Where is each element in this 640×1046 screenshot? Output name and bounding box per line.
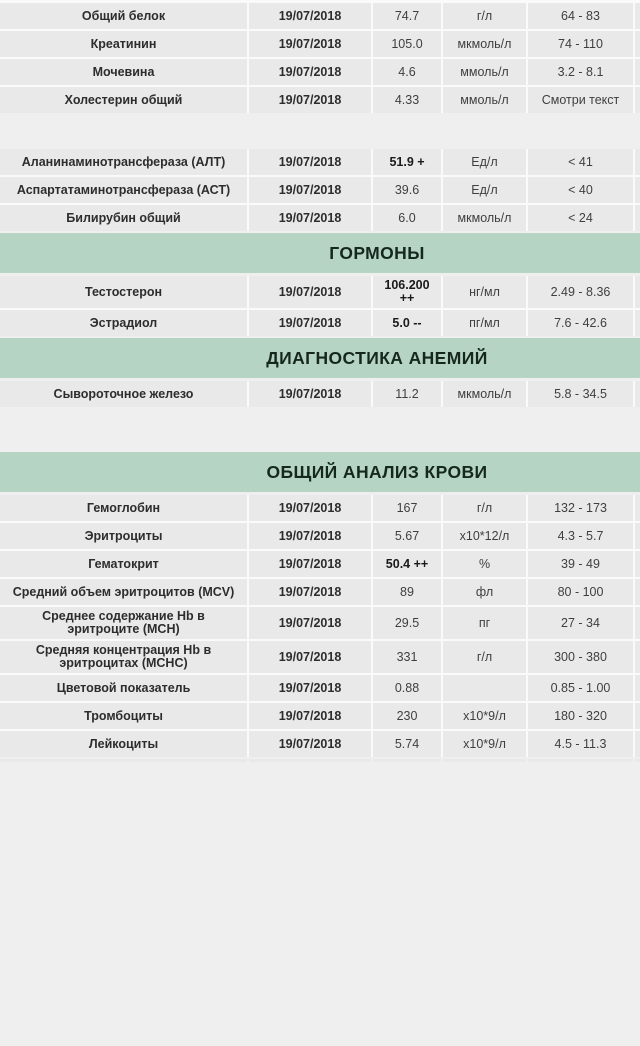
- test-name: Средний объем эритроцитов (MCV): [0, 579, 247, 605]
- test-date: 19/07/2018: [249, 149, 371, 175]
- test-value: [373, 495, 441, 521]
- test-date: 19/07/2018: [249, 551, 371, 577]
- test-name: Билирубин общий: [0, 205, 247, 231]
- table-row: [0, 703, 640, 729]
- test-value-line1: 89: [400, 584, 414, 599]
- test-value: [373, 205, 441, 231]
- test-value-line1: 50.4 ++: [385, 556, 429, 571]
- section-header-cbc: ОБЩИЙ АНАЛИЗ КРОВИ: [0, 452, 640, 492]
- test-value-line1: 5.74: [394, 736, 420, 751]
- test-name: Среднее содержание Hb в эритроците (MCH): [0, 607, 247, 639]
- test-value: [373, 675, 441, 701]
- test-reference-range: 39 - 49: [528, 551, 633, 577]
- test-value-line1: 29.5: [394, 615, 420, 630]
- test-value-line1: 39.6: [394, 182, 420, 197]
- test-date: 19/07/2018: [249, 703, 371, 729]
- test-value-line1: 4.33: [394, 92, 420, 107]
- liver-panel-table: [0, 149, 640, 231]
- test-name: Креатинин: [0, 31, 247, 57]
- table-row: [0, 205, 640, 231]
- test-date: 19/07/2018: [249, 607, 371, 639]
- test-value: [373, 59, 441, 85]
- table-row: [0, 59, 640, 85]
- test-value-line1: 230: [396, 708, 418, 723]
- test-value-line1: 167: [396, 500, 418, 515]
- partial-cell: [249, 759, 371, 762]
- table-row: [0, 87, 640, 113]
- test-unit: г/л: [443, 3, 526, 29]
- table-row: [0, 641, 640, 673]
- test-name: Гематокрит: [0, 551, 247, 577]
- test-name: Цветовой показатель: [0, 675, 247, 701]
- table-row: [0, 276, 640, 308]
- table-row: [0, 731, 640, 757]
- test-value: [373, 381, 441, 407]
- test-name: Сывороточное железо: [0, 381, 247, 407]
- test-date: 19/07/2018: [249, 310, 371, 336]
- test-name: Эстрадиол: [0, 310, 247, 336]
- table-row: [0, 381, 640, 407]
- test-unit: Ед/л: [443, 177, 526, 203]
- test-reference-range: Смотри текст: [528, 87, 633, 113]
- test-value-line1: 0.88: [394, 680, 420, 695]
- test-unit: %: [443, 551, 526, 577]
- test-unit: ммоль/л: [443, 59, 526, 85]
- test-value-line1: 106.200: [384, 278, 430, 292]
- test-value-line1: 105.0: [391, 36, 423, 51]
- test-value-line2: ++: [399, 291, 415, 305]
- test-date: 19/07/2018: [249, 276, 371, 308]
- test-reference-range: 300 - 380: [528, 641, 633, 673]
- test-value-line1: 5.0 --: [392, 315, 422, 330]
- test-name: Лейкоциты: [0, 731, 247, 757]
- test-reference-range: < 24: [528, 205, 633, 231]
- test-comment: [635, 495, 640, 521]
- table-row: [0, 675, 640, 701]
- test-comment: [635, 31, 640, 57]
- test-reference-range: 5.8 - 34.5: [528, 381, 633, 407]
- partial-next-row: [0, 759, 640, 762]
- test-comment: [635, 579, 640, 605]
- test-date: 19/07/2018: [249, 641, 371, 673]
- test-reference-range: 132 - 173: [528, 495, 633, 521]
- test-date: 19/07/2018: [249, 731, 371, 757]
- test-value: [373, 703, 441, 729]
- test-value: [373, 87, 441, 113]
- table-row: [0, 149, 640, 175]
- test-reference-range: 0.85 - 1.00: [528, 675, 633, 701]
- test-value-line1: 51.9 +: [389, 154, 425, 169]
- test-comment: [635, 703, 640, 729]
- test-reference-range: 80 - 100: [528, 579, 633, 605]
- test-date: 19/07/2018: [249, 675, 371, 701]
- test-value: [373, 579, 441, 605]
- test-comment: [635, 523, 640, 549]
- test-unit: пг/мл: [443, 310, 526, 336]
- section-header-hormones: ГОРМОНЫ: [0, 233, 640, 273]
- test-comment: [635, 731, 640, 757]
- test-comment: [635, 551, 640, 577]
- test-unit: пг: [443, 607, 526, 639]
- cbc-table: [0, 495, 640, 757]
- test-value-line1: 6.0: [398, 210, 416, 225]
- test-value: [373, 607, 441, 639]
- test-unit: х10*9/л: [443, 703, 526, 729]
- test-date: 19/07/2018: [249, 3, 371, 29]
- test-comment: [635, 177, 640, 203]
- test-value-line1: 331: [396, 649, 418, 664]
- test-date: 19/07/2018: [249, 177, 371, 203]
- partial-cell: [0, 759, 247, 762]
- test-value: [373, 31, 441, 57]
- test-name: Общий белок: [0, 3, 247, 29]
- test-comment: [635, 87, 640, 113]
- test-reference-range: < 40: [528, 177, 633, 203]
- test-reference-range: 7.6 - 42.6: [528, 310, 633, 336]
- test-unit: г/л: [443, 641, 526, 673]
- test-unit: [443, 675, 526, 701]
- test-unit: х10*12/л: [443, 523, 526, 549]
- test-reference-range: 3.2 - 8.1: [528, 59, 633, 85]
- test-comment: [635, 310, 640, 336]
- test-value-line1: 74.7: [394, 8, 420, 23]
- biochem-table-top: [0, 0, 640, 113]
- table-row: [0, 579, 640, 605]
- test-date: 19/07/2018: [249, 205, 371, 231]
- test-comment: [635, 276, 640, 308]
- test-name: Мочевина: [0, 59, 247, 85]
- test-unit: г/л: [443, 495, 526, 521]
- test-value: [373, 641, 441, 673]
- table-row: [0, 310, 640, 336]
- iron-comment-note: [0, 409, 640, 450]
- test-reference-range: < 41: [528, 149, 633, 175]
- anemia-table: [0, 381, 640, 407]
- test-reference-range: 4.5 - 11.3: [528, 731, 633, 757]
- test-unit: фл: [443, 579, 526, 605]
- table-row: [0, 31, 640, 57]
- test-comment: [635, 381, 640, 407]
- test-value-line1: 5.67: [394, 528, 420, 543]
- test-unit: ммоль/л: [443, 87, 526, 113]
- test-reference-range: 27 - 34: [528, 607, 633, 639]
- test-reference-range: 4.3 - 5.7: [528, 523, 633, 549]
- test-comment: [635, 675, 640, 701]
- test-value: [373, 3, 441, 29]
- test-value: [373, 523, 441, 549]
- test-value: [373, 731, 441, 757]
- test-name: Аланинаминотрансфераза (АЛТ): [0, 149, 247, 175]
- section-header-anemia: ДИАГНОСТИКА АНЕМИЙ: [0, 338, 640, 378]
- test-name: Эритроциты: [0, 523, 247, 549]
- table-row: [0, 523, 640, 549]
- test-comment: [635, 205, 640, 231]
- test-value: [373, 149, 441, 175]
- test-unit: мкмоль/л: [443, 205, 526, 231]
- test-comment: [635, 3, 640, 29]
- test-value: [373, 177, 441, 203]
- test-comment: [635, 641, 640, 673]
- test-reference-range: 64 - 83: [528, 3, 633, 29]
- table-row: [0, 3, 640, 29]
- table-row: [0, 495, 640, 521]
- partial-cell: [528, 759, 633, 762]
- test-unit: мкмоль/л: [443, 381, 526, 407]
- test-name: Тестостерон: [0, 276, 247, 308]
- test-comment: [635, 59, 640, 85]
- test-date: 19/07/2018: [249, 523, 371, 549]
- test-comment: [635, 607, 640, 639]
- test-name: Тромбоциты: [0, 703, 247, 729]
- table-row: [0, 177, 640, 203]
- test-value: [373, 551, 441, 577]
- partial-cell: [373, 759, 441, 762]
- test-name: Гемоглобин: [0, 495, 247, 521]
- table-row: [0, 607, 640, 639]
- test-unit: х10*9/л: [443, 731, 526, 757]
- test-name: Средняя концентрация Hb в эритроцитах (MCHC): [0, 641, 247, 673]
- test-reference-range: 2.49 - 8.36: [528, 276, 633, 308]
- partial-cell: [443, 759, 526, 762]
- partial-cell: [635, 759, 640, 762]
- test-value-line1: 11.2: [395, 386, 419, 401]
- test-date: 19/07/2018: [249, 495, 371, 521]
- test-date: 19/07/2018: [249, 59, 371, 85]
- test-unit: Ед/л: [443, 149, 526, 175]
- table-row: [0, 551, 640, 577]
- test-name: Холестерин общий: [0, 87, 247, 113]
- test-date: 19/07/2018: [249, 579, 371, 605]
- cholesterol-levels-note: [0, 115, 640, 149]
- test-date: 19/07/2018: [249, 87, 371, 113]
- test-unit: нг/мл: [443, 276, 526, 308]
- test-date: 19/07/2018: [249, 31, 371, 57]
- hormones-table: [0, 276, 640, 336]
- test-unit: мкмоль/л: [443, 31, 526, 57]
- test-name: Аспартатаминотрансфераза (АСТ): [0, 177, 247, 203]
- test-value-line1: 4.6: [398, 64, 416, 79]
- test-reference-range: 74 - 110: [528, 31, 633, 57]
- test-comment: [635, 149, 640, 175]
- test-value: [373, 276, 441, 308]
- test-date: 19/07/2018: [249, 381, 371, 407]
- test-value: [373, 310, 441, 336]
- test-reference-range: 180 - 320: [528, 703, 633, 729]
